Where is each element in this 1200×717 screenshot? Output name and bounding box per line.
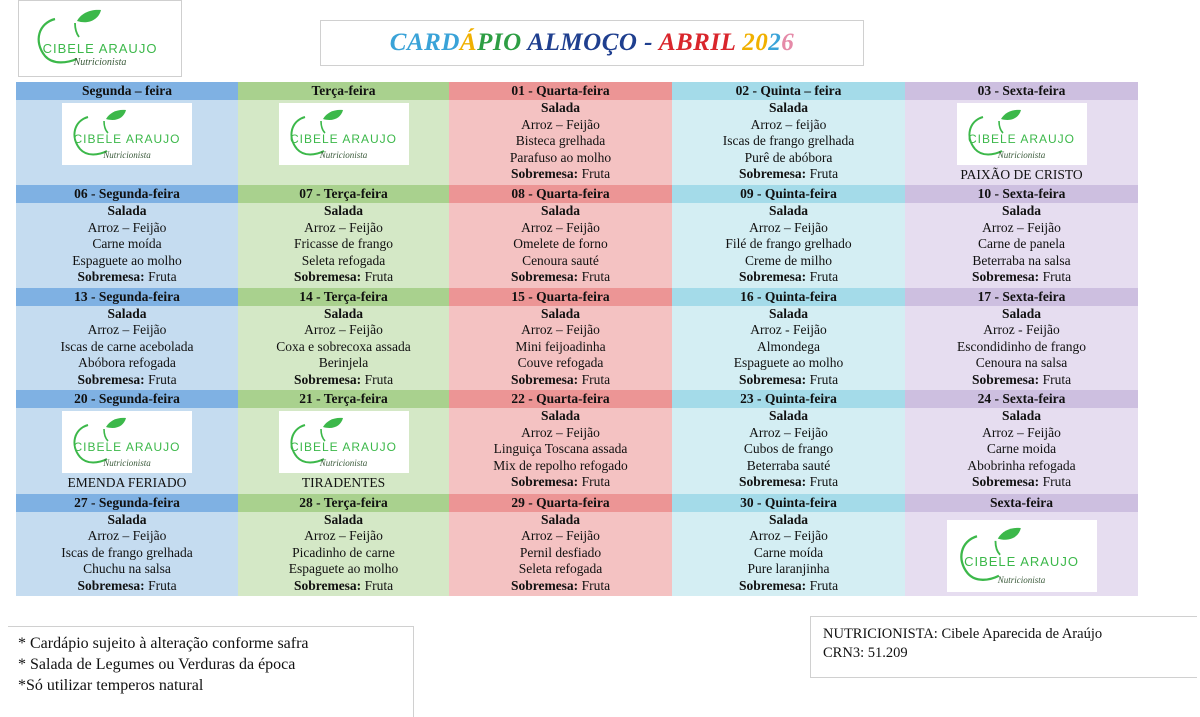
- menu-dessert: [905, 372, 1138, 389]
- menu-salad: Salada: [1001, 408, 1042, 424]
- brand-logo: [62, 411, 192, 473]
- menu-dessert: [449, 372, 672, 389]
- day-header: 01 - Quarta-feira: [449, 82, 672, 100]
- dessert-label: Sobremesa:: [77, 269, 145, 285]
- menu-salad: Salada: [768, 408, 809, 424]
- menu-salad: Salada: [768, 305, 809, 321]
- menu-salad: Salada: [768, 100, 809, 115]
- brand-logo-name: CIBELE ARAUJO: [289, 440, 398, 455]
- dessert-label: Sobremesa:: [293, 577, 362, 593]
- day-cell: [238, 390, 449, 493]
- day-cell: [672, 185, 905, 287]
- menu-dessert: [905, 269, 1138, 286]
- menu-item: Abobrinha refogada: [967, 457, 1076, 473]
- menu-item: Couve refogada: [517, 355, 604, 371]
- day-cell: [16, 390, 238, 493]
- menu-item: Arroz - Feijão: [983, 322, 1060, 338]
- dessert-label: Sobremesa:: [738, 577, 807, 593]
- menu-item: Cubos de frango: [743, 441, 834, 457]
- menu-dessert: [449, 269, 672, 286]
- menu-item: Arroz – Feijão: [304, 322, 383, 338]
- menu-item: Arroz – feijão: [750, 116, 827, 132]
- menu-item: Seleta refogada: [301, 252, 386, 268]
- dessert-label: Sobremesa:: [738, 371, 807, 387]
- menu-item: Beterraba sauté: [746, 457, 831, 473]
- menu-salad: Salada: [768, 511, 809, 527]
- dessert-value: Fruta: [581, 269, 611, 285]
- menu-dessert: [238, 578, 449, 595]
- menu-item: Arroz – Feijão: [521, 219, 600, 235]
- title-segment: ABRIL: [658, 29, 743, 56]
- title-segment: PIO: [477, 29, 528, 56]
- day-header: 15 - Quarta-feira: [449, 288, 672, 306]
- menu-salad: Salada: [107, 203, 147, 219]
- menu-item: Carne moída: [92, 236, 162, 252]
- dessert-label: Sobremesa:: [738, 166, 807, 181]
- menu-items: [449, 306, 672, 389]
- menu-item: Arroz – Feijão: [749, 219, 828, 235]
- menu-items: [672, 408, 905, 491]
- menu-dessert: [672, 166, 905, 183]
- brand-logo-subtitle: Nutricionista: [103, 150, 151, 160]
- menu-items: [238, 306, 449, 389]
- day-header: Terça-feira: [238, 82, 449, 100]
- menu-items: [905, 408, 1138, 491]
- dessert-value: Fruta: [809, 577, 839, 593]
- day-header: 17 - Sexta-feira: [905, 288, 1138, 306]
- menu-salad: Salada: [1001, 203, 1042, 219]
- menu-items: [16, 203, 238, 286]
- day-header: 23 - Quinta-feira: [672, 390, 905, 408]
- dessert-label: Sobremesa:: [738, 269, 807, 285]
- menu-item: Beterraba na salsa: [972, 252, 1071, 268]
- dessert-value: Fruta: [809, 474, 839, 490]
- dessert-value: Fruta: [581, 166, 611, 181]
- menu-dessert: [16, 578, 238, 595]
- day-header: 08 - Quarta-feira: [449, 185, 672, 203]
- menu-item: Almondega: [757, 338, 820, 354]
- page-title: [390, 29, 794, 57]
- menu-item: Iscas de frango grelhada: [722, 133, 855, 148]
- menu-item: Filé de frango grelhado: [725, 236, 852, 252]
- menu-dessert: [16, 269, 238, 286]
- menu-calendar: [16, 82, 1138, 596]
- menu-item: Arroz – Feijão: [304, 528, 383, 544]
- day-header: 28 - Terça-feira: [238, 494, 449, 512]
- menu-item: Chuchu na salsa: [83, 561, 171, 577]
- day-header: 27 - Segunda-feira: [16, 494, 238, 512]
- dessert-value: Fruta: [148, 269, 177, 285]
- menu-item: Arroz – Feijão: [982, 219, 1061, 235]
- menu-item: Fricasse de frango: [294, 236, 393, 252]
- dessert-value: Fruta: [581, 371, 611, 387]
- note-line: *Só utilizar temperos natural: [18, 677, 204, 694]
- dessert-value: Fruta: [364, 371, 394, 387]
- day-header: 13 - Segunda-feira: [16, 288, 238, 306]
- day-cell: [672, 82, 905, 185]
- menu-salad: Salada: [107, 511, 147, 527]
- dessert-label: Sobremesa:: [971, 371, 1040, 387]
- day-cell: [238, 82, 449, 185]
- menu-item: Pernil desfiado: [519, 544, 602, 560]
- menu-item: Espaguete ao molho: [72, 252, 182, 268]
- menu-item: Carne moída: [753, 544, 824, 560]
- title-segment: 20: [742, 29, 769, 56]
- menu-dessert: [449, 474, 672, 491]
- menu-item: Purê de abóbora: [744, 149, 833, 165]
- day-cell: [16, 288, 238, 390]
- menu-items: [449, 100, 672, 183]
- menu-salad: Salada: [540, 408, 581, 424]
- menu-items: [449, 512, 672, 595]
- menu-item: Arroz – Feijão: [749, 424, 828, 440]
- brand-logo-subtitle: Nutricionista: [997, 150, 1046, 160]
- menu-dessert: [449, 578, 672, 595]
- dessert-label: Sobremesa:: [971, 269, 1040, 285]
- brand-logo-name: CIBELE ARAUJO: [289, 132, 398, 146]
- dessert-label: Sobremesa:: [293, 371, 362, 387]
- brand-logo-name: CIBELE ARAUJO: [964, 553, 1079, 569]
- dessert-value: Fruta: [581, 577, 611, 593]
- day-header: 02 - Quinta – feira: [672, 82, 905, 100]
- menu-dessert: [238, 372, 449, 389]
- menu-items: [238, 203, 449, 286]
- brand-logo: [62, 103, 192, 165]
- day-header: 22 - Quarta-feira: [449, 390, 672, 408]
- day-note: TIRADENTES: [301, 475, 386, 491]
- day-note: EMENDA FERIADO: [67, 475, 187, 491]
- menu-item: Espaguete ao molho: [288, 561, 399, 577]
- menu-item: Arroz - Feijão: [750, 322, 827, 338]
- menu-item: Iscas de carne acebolada: [60, 338, 194, 354]
- menu-item: Arroz – Feijão: [521, 424, 600, 440]
- menu-dessert: [449, 166, 672, 183]
- day-note: PAIXÃO DE CRISTO: [960, 167, 1083, 182]
- brand-logo-box: [18, 0, 182, 77]
- day-cell: [905, 185, 1138, 287]
- menu-salad: Salada: [323, 511, 364, 527]
- title-segment: CARD: [389, 29, 460, 56]
- menu-dessert: [238, 269, 449, 286]
- title-segment: Á: [459, 29, 478, 56]
- menu-item: Mix de repolho refogado: [493, 457, 628, 473]
- dessert-value: Fruta: [1042, 474, 1072, 490]
- menu-items: [672, 306, 905, 389]
- day-header: 03 - Sexta-feira: [905, 82, 1138, 100]
- day-cell: [672, 288, 905, 390]
- brand-logo: [279, 411, 409, 473]
- brand-logo: [279, 103, 409, 165]
- menu-item: Pure laranjinha: [747, 561, 830, 577]
- brand-logo-subtitle: Nutricionista: [319, 458, 368, 469]
- menu-salad: Salada: [107, 305, 147, 321]
- dessert-value: Fruta: [809, 371, 839, 387]
- dessert-value: Fruta: [148, 577, 177, 593]
- day-header: Segunda – feira: [16, 82, 238, 100]
- day-header: 10 - Sexta-feira: [905, 185, 1138, 203]
- day-header: 24 - Sexta-feira: [905, 390, 1138, 408]
- brand-logo: [947, 520, 1097, 592]
- dessert-value: Fruta: [809, 269, 839, 285]
- dessert-value: Fruta: [1042, 371, 1072, 387]
- menu-item: Escondidinho de frango: [957, 338, 1086, 354]
- menu-item: Arroz – Feijão: [521, 528, 600, 544]
- menu-item: Abóbora refogada: [78, 355, 176, 371]
- menu-item: Coxa e sobrecoxa assada: [276, 338, 411, 354]
- menu-items: [672, 100, 905, 183]
- menu-item: Arroz – Feijão: [87, 219, 167, 235]
- menu-items: [672, 512, 905, 595]
- menu-salad: Salada: [1001, 305, 1042, 321]
- day-cell: [672, 494, 905, 596]
- menu-item: Picadinho de carne: [292, 544, 395, 560]
- menu-dessert: [672, 474, 905, 491]
- menu-dessert: [905, 474, 1138, 491]
- day-cell: [16, 494, 238, 596]
- dessert-label: Sobremesa:: [293, 269, 362, 285]
- menu-item: Arroz – Feijão: [87, 322, 167, 338]
- menu-item: Carne moida: [986, 441, 1057, 457]
- menu-item: Creme de milho: [745, 252, 832, 268]
- menu-items: [672, 203, 905, 286]
- menu-items: [449, 408, 672, 491]
- note-line: * Salada de Legumes ou Verduras da época: [18, 656, 296, 673]
- menu-item: Carne de panela: [978, 236, 1065, 252]
- dessert-value: Fruta: [364, 269, 394, 285]
- note-line: * Cardápio sujeito à alteração conforme safra: [18, 635, 309, 652]
- menu-items: [16, 512, 238, 595]
- menu-salad: Salada: [768, 203, 809, 219]
- day-cell: [238, 288, 449, 390]
- dessert-value: Fruta: [148, 371, 177, 387]
- day-cell: [449, 390, 672, 493]
- dessert-value: Fruta: [581, 474, 611, 490]
- menu-item: Arroz – Feijão: [304, 219, 383, 235]
- day-header: 09 - Quinta-feira: [672, 185, 905, 203]
- day-cell: [449, 494, 672, 596]
- dessert-label: Sobremesa:: [510, 474, 579, 490]
- menu-salad: Salada: [323, 203, 364, 219]
- day-cell: [905, 390, 1138, 493]
- menu-items: [905, 203, 1138, 286]
- day-cell: [238, 185, 449, 287]
- menu-item: Arroz – Feijão: [982, 424, 1061, 440]
- menu-items: [16, 306, 238, 389]
- day-header: 30 - Quinta-feira: [672, 494, 905, 512]
- menu-item: Arroz – Feijão: [87, 528, 167, 544]
- menu-item: Arroz – Feijão: [521, 322, 600, 338]
- menu-item: Berinjela: [318, 355, 369, 371]
- notes-box: [8, 626, 414, 717]
- dessert-label: Sobremesa:: [510, 371, 579, 387]
- nutritionist-name: NUTRICIONISTA: Cibele Aparecida de Araújo: [823, 626, 1103, 642]
- menu-item: Omelete de forno: [513, 236, 608, 252]
- dessert-value: Fruta: [809, 166, 839, 181]
- day-header: 07 - Terça-feira: [238, 185, 449, 203]
- menu-dessert: [672, 269, 905, 286]
- day-cell: [905, 494, 1138, 596]
- day-cell: [672, 390, 905, 493]
- menu-salad: Salada: [540, 203, 581, 219]
- day-header: 20 - Segunda-feira: [16, 390, 238, 408]
- day-header: 29 - Quarta-feira: [449, 494, 672, 512]
- title-segment: 6: [781, 29, 795, 56]
- menu-item: Cenoura sauté: [522, 252, 599, 268]
- menu-item: Seleta refogada: [518, 561, 603, 577]
- menu-item: Espaguete ao molho: [733, 355, 844, 371]
- menu-item: Bisteca grelhada: [515, 133, 606, 148]
- menu-dessert: [672, 578, 905, 595]
- menu-items: [449, 203, 672, 286]
- day-header: 21 - Terça-feira: [238, 390, 449, 408]
- menu-salad: Salada: [540, 305, 581, 321]
- menu-dessert: [672, 372, 905, 389]
- menu-item: Cenoura na salsa: [975, 355, 1068, 371]
- brand-logo-subtitle: Nutricionista: [73, 57, 127, 68]
- brand-logo-subtitle: Nutricionista: [103, 458, 151, 469]
- day-header: 14 - Terça-feira: [238, 288, 449, 306]
- dessert-label: Sobremesa:: [971, 474, 1040, 490]
- dessert-label: Sobremesa:: [510, 166, 579, 181]
- brand-logo-name: CIBELE ARAUJO: [73, 440, 181, 455]
- title-segment: ALMOÇO -: [527, 29, 659, 56]
- day-header: Sexta-feira: [905, 494, 1138, 512]
- dessert-label: Sobremesa:: [510, 269, 579, 285]
- menu-item: Arroz – Feijão: [521, 116, 600, 132]
- dessert-label: Sobremesa:: [77, 577, 145, 593]
- nutritionist-crn: CRN3: 51.209: [823, 645, 908, 661]
- menu-item: Parafuso ao molho: [509, 149, 612, 165]
- dessert-label: Sobremesa:: [510, 577, 579, 593]
- menu-item: Mini feijoadinha: [515, 338, 606, 354]
- menu-item: Linguiça Toscana assada: [493, 441, 628, 457]
- day-header: 06 - Segunda-feira: [16, 185, 238, 203]
- day-cell: [238, 494, 449, 596]
- menu-salad: Salada: [540, 511, 581, 527]
- dessert-value: Fruta: [1042, 269, 1072, 285]
- menu-items: [905, 306, 1138, 389]
- nutritionist-box: [810, 616, 1197, 678]
- title-segment: 2: [768, 29, 782, 56]
- brand-logo-subtitle: Nutricionista: [319, 150, 368, 160]
- day-cell: [905, 288, 1138, 390]
- brand-logo-name: CIBELE ARAUJO: [967, 132, 1076, 146]
- dessert-label: Sobremesa:: [77, 371, 145, 387]
- day-header: 16 - Quinta-feira: [672, 288, 905, 306]
- title-box: [320, 20, 864, 66]
- menu-salad: Salada: [323, 305, 364, 321]
- menu-item: Iscas de frango grelhada: [61, 544, 193, 560]
- day-cell: [449, 185, 672, 287]
- day-cell: [449, 82, 672, 185]
- day-cell: [16, 185, 238, 287]
- dessert-value: Fruta: [364, 577, 394, 593]
- brand-logo: [19, 1, 181, 76]
- day-cell: [449, 288, 672, 390]
- menu-items: [238, 512, 449, 595]
- day-cell: [16, 82, 238, 185]
- day-cell: [905, 82, 1138, 185]
- menu-item: Arroz – Feijão: [749, 528, 828, 544]
- menu-salad: Salada: [540, 100, 581, 115]
- brand-logo-name: CIBELE ARAUJO: [42, 41, 158, 56]
- dessert-label: Sobremesa:: [738, 474, 807, 490]
- brand-logo: [957, 103, 1087, 165]
- brand-logo-subtitle: Nutricionista: [997, 574, 1046, 585]
- menu-dessert: [16, 372, 238, 389]
- brand-logo-name: CIBELE ARAUJO: [73, 132, 181, 146]
